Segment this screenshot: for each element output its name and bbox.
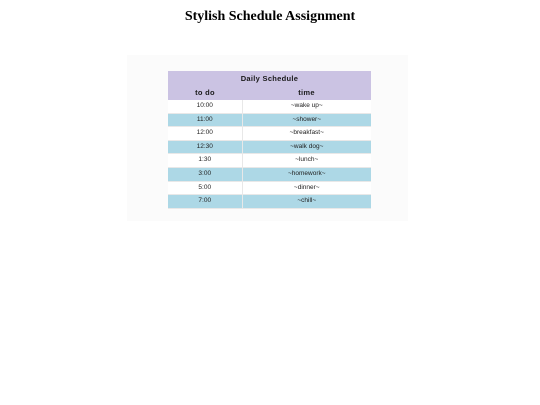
table-cell-time: ~chill~	[242, 195, 371, 209]
table-cell-to-do: 11:00	[168, 113, 242, 127]
table-cell-to-do: 12:00	[168, 127, 242, 141]
table-cell-time: ~walk dog~	[242, 140, 371, 154]
table-row	[168, 195, 371, 209]
table-cell-to-do: 10:00	[168, 100, 242, 113]
table-row	[168, 181, 371, 195]
table-cell-to-do: 7:00	[168, 195, 242, 209]
table-row	[168, 100, 371, 113]
table-cell-to-do: 12:30	[168, 140, 242, 154]
table-row	[168, 127, 371, 141]
table-caption: Daily Schedule	[168, 71, 371, 86]
table-cell-time: ~dinner~	[242, 181, 371, 195]
table-cell-to-do: 5:00	[168, 181, 242, 195]
table-cell-time: ~breakfast~	[242, 127, 371, 141]
page-title: Stylish Schedule Assignment	[184, 9, 356, 24]
schedule-table	[168, 71, 371, 209]
table-row	[168, 113, 371, 127]
table-cell-time: ~wake up~	[242, 100, 371, 113]
table-cell-time: ~shower~	[242, 113, 371, 127]
table-row	[168, 167, 371, 181]
column-header-to-do: to do	[168, 86, 242, 100]
table-cell-time: ~lunch~	[242, 154, 371, 168]
table-row	[168, 140, 371, 154]
table-cell-to-do: 3:00	[168, 167, 242, 181]
table-cell-time: ~homework~	[242, 167, 371, 181]
column-header-time: time	[242, 86, 371, 100]
table-cell-to-do: 1:30	[168, 154, 242, 168]
table-row	[168, 154, 371, 168]
